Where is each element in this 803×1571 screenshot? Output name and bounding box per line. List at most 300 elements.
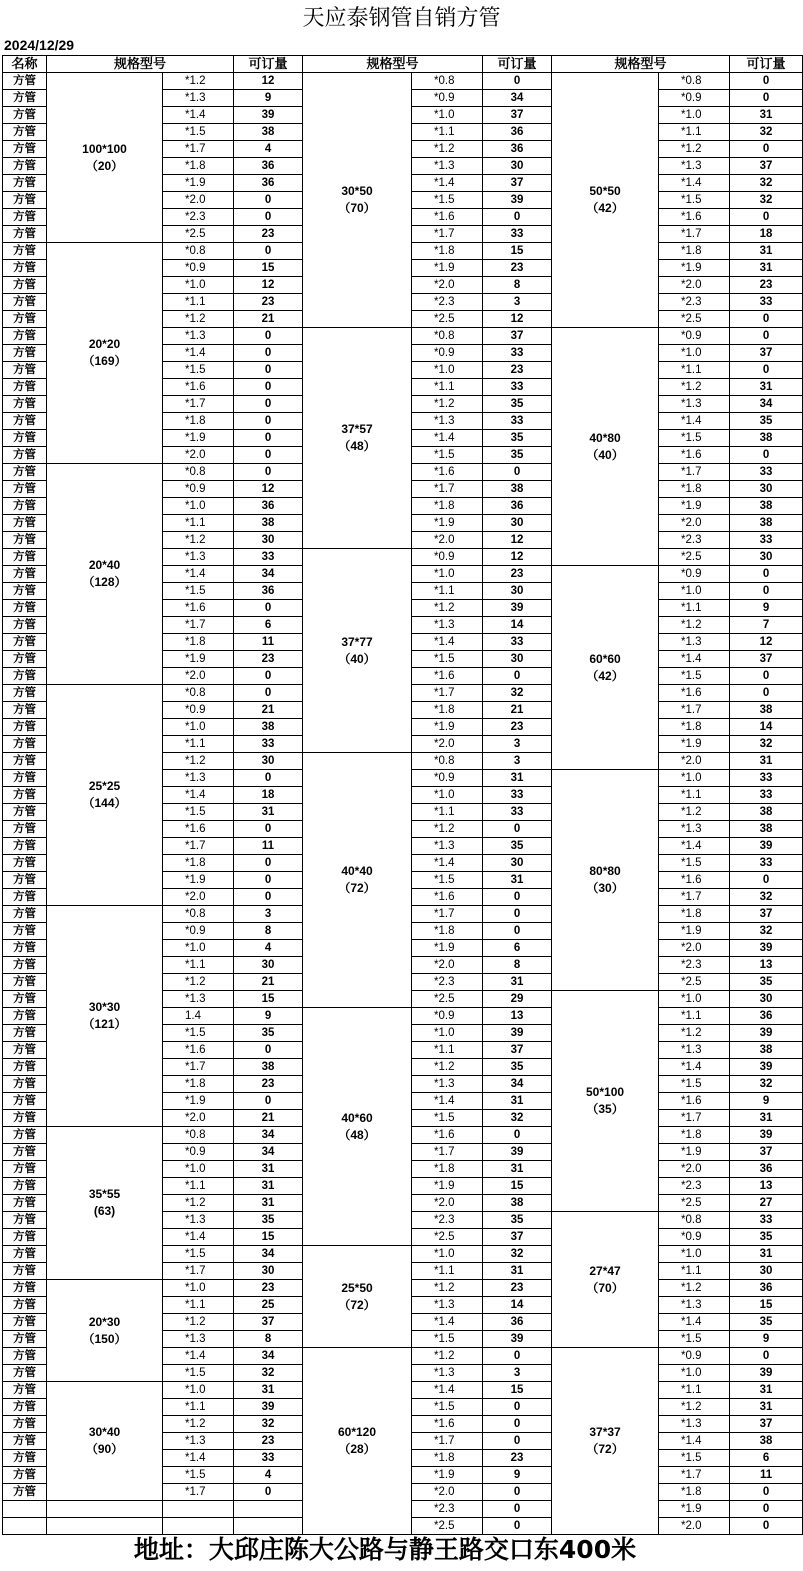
quantity-cell: 25 [234, 1297, 303, 1314]
row-name-cell: 方管 [3, 532, 47, 549]
row-name-cell: 方管 [3, 141, 47, 158]
quantity-cell: 31 [234, 1195, 303, 1212]
inventory-table-body [3, 56, 803, 1535]
spec-cell: *1.0 [163, 1382, 234, 1399]
quantity-cell: 9 [234, 1008, 303, 1025]
quantity-cell: 0 [234, 447, 303, 464]
group-label-cell [47, 73, 163, 243]
quantity-cell: 0 [234, 872, 303, 889]
quantity-cell: 23 [483, 1280, 552, 1297]
quantity-cell: 38 [730, 1433, 803, 1450]
quantity-cell: 0 [730, 328, 803, 345]
quantity-cell: 33 [483, 413, 552, 430]
spec-cell: *1.3 [659, 396, 730, 413]
spec-cell: *1.5 [412, 192, 483, 209]
spec-cell: *1.7 [412, 685, 483, 702]
quantity-cell: 36 [234, 583, 303, 600]
quantity-cell: 12 [234, 481, 303, 498]
spec-cell: *1.4 [163, 345, 234, 362]
quantity-cell: 31 [234, 1382, 303, 1399]
spec-cell: *1.8 [412, 498, 483, 515]
quantity-cell: 11 [234, 838, 303, 855]
spec-cell: *1.1 [659, 1382, 730, 1399]
quantity-cell: 0 [234, 192, 303, 209]
quantity-cell: 34 [234, 566, 303, 583]
spec-cell: *1.7 [659, 889, 730, 906]
quantity-cell: 33 [730, 770, 803, 787]
quantity-cell: 32 [234, 1416, 303, 1433]
date-label: 2024/12/29 [4, 37, 75, 53]
header-spec: 规格型号 [303, 56, 483, 73]
spec-cell: *2.0 [412, 1195, 483, 1212]
spec-cell: *2.5 [659, 549, 730, 566]
group-size-label: 25*50 [341, 1280, 373, 1295]
spec-cell: *1.5 [412, 1110, 483, 1127]
quantity-cell: 0 [234, 396, 303, 413]
row-name-cell: 方管 [3, 957, 47, 974]
quantity-cell: 21 [483, 702, 552, 719]
quantity-cell: 0 [483, 464, 552, 481]
row-name-cell: 方管 [3, 855, 47, 872]
header-qty: 可订量 [483, 56, 552, 73]
row-name-cell: 方管 [3, 668, 47, 685]
quantity-cell: 0 [483, 821, 552, 838]
quantity-cell: 0 [483, 1399, 552, 1416]
spec-cell: *1.3 [163, 328, 234, 345]
quantity-cell: 3 [483, 736, 552, 753]
group-size-label: 60*60 [589, 651, 621, 666]
group-label-cell [303, 753, 412, 1008]
quantity-cell: 0 [730, 141, 803, 158]
quantity-cell: 0 [730, 447, 803, 464]
row-name-cell: 方管 [3, 1314, 47, 1331]
quantity-cell: 21 [234, 311, 303, 328]
spec-cell: *1.4 [412, 634, 483, 651]
quantity-cell: 0 [234, 413, 303, 430]
spec-cell: *1.1 [412, 379, 483, 396]
header-qty: 可订量 [234, 56, 303, 73]
quantity-cell: 31 [730, 1110, 803, 1127]
quantity-cell: 33 [730, 532, 803, 549]
spec-cell: *1.7 [163, 1263, 234, 1280]
row-name-cell: 方管 [3, 923, 47, 940]
quantity-cell: 35 [483, 838, 552, 855]
spec-cell: *1.2 [163, 1195, 234, 1212]
quantity-cell: 35 [730, 974, 803, 991]
group-label-cell [47, 464, 163, 685]
group-count-label: （28） [338, 1442, 376, 1456]
group-count-label: （40） [338, 651, 376, 666]
page-title: 天应泰钢管自销方管 [302, 6, 501, 31]
quantity-cell: 38 [483, 1195, 552, 1212]
quantity-cell: 9 [730, 600, 803, 617]
spec-cell: *1.1 [412, 124, 483, 141]
spec-cell: *2.0 [163, 447, 234, 464]
spec-cell: *1.6 [659, 685, 730, 702]
quantity-cell: 38 [234, 1059, 303, 1076]
spec-cell: *1.7 [412, 906, 483, 923]
row-name-cell: 方管 [3, 345, 47, 362]
quantity-cell: 36 [483, 1314, 552, 1331]
spec-cell: *1.8 [659, 906, 730, 923]
quantity-cell: 0 [483, 889, 552, 906]
spec-cell: *1.3 [163, 1212, 234, 1229]
quantity-cell: 32 [730, 736, 803, 753]
row-name-cell: 方管 [3, 1042, 47, 1059]
spec-cell: *1.7 [163, 1484, 234, 1501]
spec-cell: *1.9 [659, 736, 730, 753]
quantity-cell: 38 [730, 702, 803, 719]
quantity-cell: 12 [483, 532, 552, 549]
spec-cell: *0.9 [163, 1144, 234, 1161]
quantity-cell: 35 [483, 1212, 552, 1229]
spec-cell: *1.5 [412, 1399, 483, 1416]
spec-cell: *1.4 [412, 430, 483, 447]
quantity-cell: 0 [234, 243, 303, 260]
quantity-cell: 33 [234, 736, 303, 753]
spec-cell: *1.5 [659, 855, 730, 872]
quantity-cell: 0 [234, 209, 303, 226]
quantity-cell: 32 [730, 923, 803, 940]
group-label-cell [47, 1127, 163, 1280]
row-name-cell: 方管 [3, 1195, 47, 1212]
spec-cell: *1.7 [163, 1059, 234, 1076]
spec-cell: *1.0 [412, 566, 483, 583]
quantity-cell: 3 [483, 753, 552, 770]
spec-cell: *1.0 [163, 498, 234, 515]
row-name-cell: 方管 [3, 1025, 47, 1042]
quantity-cell: 23 [483, 260, 552, 277]
spec-cell: *0.9 [659, 1229, 730, 1246]
row-name-cell: 方管 [3, 1467, 47, 1484]
quantity-cell: 37 [730, 345, 803, 362]
quantity-cell: 0 [483, 1416, 552, 1433]
spec-cell: *2.0 [659, 753, 730, 770]
quantity-cell: 33 [730, 294, 803, 311]
quantity-cell: 0 [234, 685, 303, 702]
spec-cell: *1.8 [163, 855, 234, 872]
quantity-cell: 37 [483, 175, 552, 192]
quantity-cell: 30 [483, 515, 552, 532]
row-name-cell: 方管 [3, 804, 47, 821]
spec-cell: *1.6 [659, 447, 730, 464]
spec-cell: *1.3 [412, 1365, 483, 1382]
group-count-label: （42） [586, 201, 624, 215]
spec-cell: *2.3 [412, 1212, 483, 1229]
header-qty: 可订量 [730, 56, 803, 73]
inventory-table-wrapper [2, 55, 802, 1530]
row-name-cell: 方管 [3, 260, 47, 277]
quantity-cell: 34 [234, 1348, 303, 1365]
group-size-label: 20*40 [88, 558, 121, 572]
spec-cell: *1.9 [412, 1467, 483, 1484]
quantity-cell: 39 [483, 1331, 552, 1348]
quantity-cell: 35 [730, 1314, 803, 1331]
row-name-cell: 方管 [3, 481, 47, 498]
quantity-cell: 3 [234, 906, 303, 923]
quantity-cell: 11 [234, 634, 303, 651]
quantity-cell: 37 [234, 1314, 303, 1331]
quantity-cell: 0 [483, 209, 552, 226]
group-label-cell [303, 1348, 412, 1535]
quantity-cell: 35 [483, 430, 552, 447]
quantity-cell: 12 [234, 277, 303, 294]
spec-cell: *1.2 [412, 1348, 483, 1365]
quantity-cell: 0 [234, 600, 303, 617]
quantity-cell: 37 [483, 328, 552, 345]
group-label-cell [47, 906, 163, 1127]
group-label-cell [552, 1348, 659, 1535]
spec-cell: *1.1 [163, 1399, 234, 1416]
quantity-cell: 36 [234, 175, 303, 192]
spec-cell: *2.0 [412, 1484, 483, 1501]
quantity-cell: 31 [730, 1382, 803, 1399]
spec-cell: *1.9 [659, 1144, 730, 1161]
spec-cell: *0.8 [163, 906, 234, 923]
spec-cell: *1.2 [412, 1280, 483, 1297]
quantity-cell: 4 [234, 1467, 303, 1484]
spec-cell: *1.4 [163, 1450, 234, 1467]
group-size-label: 27*47 [589, 1263, 621, 1278]
spec-cell: *1.3 [659, 821, 730, 838]
spec-cell: *0.9 [412, 90, 483, 107]
spec-cell: *1.2 [659, 1399, 730, 1416]
spec-cell: *2.5 [659, 974, 730, 991]
spec-cell: *1.6 [163, 821, 234, 838]
spec-cell: *1.2 [163, 753, 234, 770]
row-name-cell: 方管 [3, 1263, 47, 1280]
quantity-cell: 31 [730, 107, 803, 124]
quantity-cell: 12 [483, 549, 552, 566]
quantity-cell: 30 [234, 957, 303, 974]
quantity-cell: 31 [483, 1093, 552, 1110]
spec-cell: *1.4 [659, 1059, 730, 1076]
spec-cell: *1.5 [163, 804, 234, 821]
spec-cell: *0.8 [412, 328, 483, 345]
spec-cell: *0.9 [659, 328, 730, 345]
row-name-cell: 方管 [3, 1093, 47, 1110]
quantity-cell: 36 [483, 498, 552, 515]
spec-cell: *1.7 [163, 396, 234, 413]
quantity-cell: 30 [730, 481, 803, 498]
quantity-cell: 0 [483, 668, 552, 685]
spec-cell: *1.2 [412, 1059, 483, 1076]
quantity-cell: 30 [234, 753, 303, 770]
spec-cell: *1.5 [659, 1076, 730, 1093]
quantity-cell: 21 [234, 1110, 303, 1127]
spec-cell: *1.7 [412, 1433, 483, 1450]
group-label-cell [303, 1246, 412, 1348]
quantity-cell: 38 [234, 719, 303, 736]
row-name-cell: 方管 [3, 719, 47, 736]
quantity-cell: 30 [483, 855, 552, 872]
quantity-cell: 8 [234, 923, 303, 940]
quantity-cell: 36 [234, 498, 303, 515]
spec-cell: *2.3 [659, 1178, 730, 1195]
quantity-cell: 7 [730, 617, 803, 634]
group-count-label: （70） [586, 1280, 624, 1295]
quantity-cell: 35 [483, 396, 552, 413]
group-size-label: 37*37 [589, 1425, 621, 1439]
quantity-cell: 3 [483, 294, 552, 311]
quantity-cell: 0 [730, 872, 803, 889]
spec-cell: *1.7 [659, 702, 730, 719]
quantity-cell: 30 [483, 651, 552, 668]
spec-cell: *1.2 [659, 141, 730, 158]
spec-cell: *2.3 [163, 209, 234, 226]
spec-cell: *2.0 [163, 668, 234, 685]
quantity-cell: 36 [730, 1161, 803, 1178]
spec-cell: *1.3 [659, 1416, 730, 1433]
spec-cell: *1.3 [412, 1076, 483, 1093]
quantity-cell: 30 [483, 583, 552, 600]
spec-cell: *1.9 [412, 1178, 483, 1195]
spec-cell: *1.0 [163, 1161, 234, 1178]
row-name-cell: 方管 [3, 362, 47, 379]
row-name-cell: 方管 [3, 1382, 47, 1399]
group-size-label: 30*50 [341, 184, 373, 198]
row-name-cell: 方管 [3, 396, 47, 413]
spec-cell: *1.0 [659, 345, 730, 362]
spec-cell: *1.5 [163, 1025, 234, 1042]
spec-cell: *1.7 [163, 617, 234, 634]
row-name-cell: 方管 [3, 991, 47, 1008]
spec-cell: *2.3 [412, 1501, 483, 1518]
spec-cell: *1.8 [412, 1450, 483, 1467]
quantity-cell: 23 [483, 1450, 552, 1467]
spec-cell: *2.3 [412, 294, 483, 311]
quantity-cell: 31 [483, 770, 552, 787]
spec-cell: *1.6 [412, 1416, 483, 1433]
quantity-cell: 38 [730, 804, 803, 821]
quantity-cell: 32 [730, 1076, 803, 1093]
spec-cell: *1.0 [659, 107, 730, 124]
quantity-cell: 0 [234, 1042, 303, 1059]
quantity-cell: 0 [730, 583, 803, 600]
spec-cell: *1.4 [412, 1382, 483, 1399]
spec-cell: *1.6 [412, 209, 483, 226]
quantity-cell: 0 [483, 1484, 552, 1501]
quantity-cell: 34 [483, 90, 552, 107]
quantity-cell: 39 [730, 940, 803, 957]
spec-cell: *1.8 [163, 158, 234, 175]
quantity-cell: 0 [730, 1484, 803, 1501]
row-name-cell: 方管 [3, 209, 47, 226]
spec-cell: *2.5 [412, 991, 483, 1008]
spec-cell: *2.3 [659, 957, 730, 974]
spec-cell: *1.2 [659, 1280, 730, 1297]
quantity-cell: 0 [730, 311, 803, 328]
row-name-cell: 方管 [3, 175, 47, 192]
group-count-label: （48） [338, 439, 376, 453]
group-count-label: （144） [82, 796, 127, 810]
quantity-cell: 37 [483, 1229, 552, 1246]
quantity-cell: 13 [730, 1178, 803, 1195]
quantity-cell: 35 [730, 1229, 803, 1246]
header-row [3, 56, 803, 73]
inventory-table [2, 55, 803, 1535]
quantity-cell: 31 [730, 243, 803, 260]
row-name-cell: 方管 [3, 770, 47, 787]
spec-cell: *1.9 [412, 515, 483, 532]
quantity-cell: 33 [483, 634, 552, 651]
group-count-label: （20） [85, 158, 124, 173]
spec-cell: *1.1 [659, 1263, 730, 1280]
spec-cell: *1.8 [659, 243, 730, 260]
row-name-cell: 方管 [3, 311, 47, 328]
quantity-cell: 9 [483, 1467, 552, 1484]
row-name-cell: 方管 [3, 838, 47, 855]
row-name-cell: 方管 [3, 277, 47, 294]
spec-cell: *1.6 [412, 464, 483, 481]
empty-quantity-cell [234, 1501, 303, 1518]
spec-cell: *1.0 [163, 719, 234, 736]
group-size-label: 40*80 [589, 430, 621, 445]
quantity-cell: 21 [234, 702, 303, 719]
spec-cell: *1.2 [163, 311, 234, 328]
quantity-cell: 35 [730, 413, 803, 430]
spec-cell: *2.3 [659, 532, 730, 549]
group-size-label: 100*100 [82, 141, 127, 156]
spec-cell: *1.1 [412, 804, 483, 821]
quantity-cell: 33 [234, 1450, 303, 1467]
row-name-cell: 方管 [3, 226, 47, 243]
quantity-cell: 0 [234, 1093, 303, 1110]
quantity-cell: 0 [483, 1127, 552, 1144]
quantity-cell: 32 [483, 685, 552, 702]
quantity-cell: 34 [234, 1127, 303, 1144]
quantity-cell: 15 [483, 1382, 552, 1399]
quantity-cell: 33 [730, 464, 803, 481]
spec-cell: *1.1 [163, 515, 234, 532]
spec-cell: *2.0 [659, 515, 730, 532]
group-size-label: 37*77 [341, 634, 373, 649]
spec-cell: *1.3 [163, 1331, 234, 1348]
row-name-cell: 方管 [3, 736, 47, 753]
quantity-cell: 31 [483, 974, 552, 991]
spec-cell: *1.8 [659, 719, 730, 736]
spec-cell: *1.1 [659, 362, 730, 379]
row-name-cell: 方管 [3, 498, 47, 515]
spec-cell: *1.9 [163, 175, 234, 192]
spec-cell: *0.9 [412, 345, 483, 362]
quantity-cell: 4 [234, 940, 303, 957]
row-name-cell: 方管 [3, 413, 47, 430]
spec-cell: *0.8 [412, 753, 483, 770]
row-name-cell: 方管 [3, 753, 47, 770]
quantity-cell: 23 [730, 277, 803, 294]
spec-cell: *1.9 [163, 430, 234, 447]
spec-cell: *1.0 [659, 1365, 730, 1382]
row-name-cell: 方管 [3, 1008, 47, 1025]
spec-cell: *1.8 [163, 413, 234, 430]
row-name-cell: 方管 [3, 1110, 47, 1127]
row-name-cell: 方管 [3, 464, 47, 481]
spec-cell: *1.8 [412, 702, 483, 719]
spec-cell: *1.8 [659, 481, 730, 498]
group-size-label: 30*30 [88, 1000, 121, 1014]
quantity-cell: 37 [730, 651, 803, 668]
spec-cell: *1.3 [659, 1297, 730, 1314]
row-name-cell: 方管 [3, 702, 47, 719]
quantity-cell: 23 [234, 226, 303, 243]
spec-cell: *1.9 [163, 1093, 234, 1110]
group-count-label: （40） [586, 447, 624, 462]
header-spec: 规格型号 [552, 56, 730, 73]
row-name-cell: 方管 [3, 1076, 47, 1093]
quantity-cell: 31 [730, 753, 803, 770]
quantity-cell: 31 [483, 872, 552, 889]
